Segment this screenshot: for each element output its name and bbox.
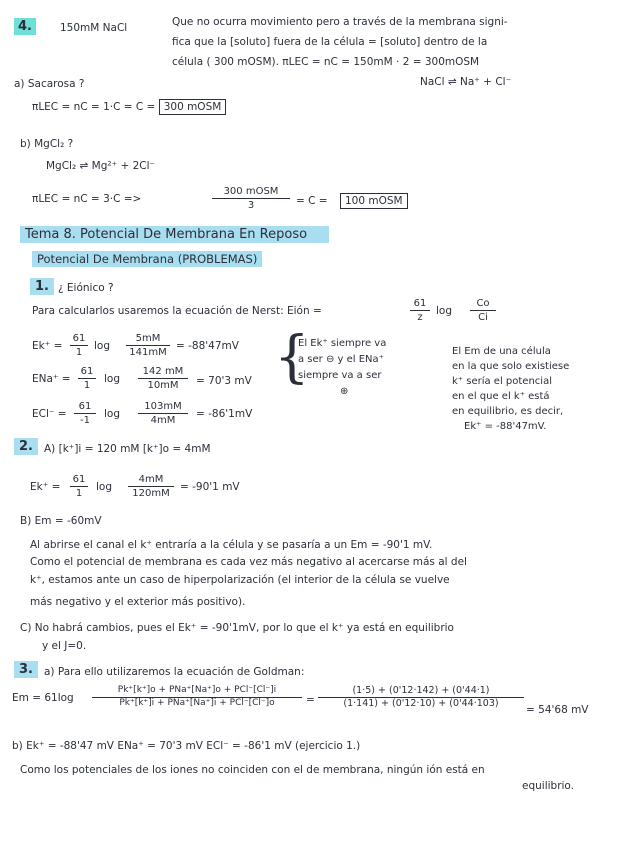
p1-ek-coef-num: 61 — [70, 333, 88, 346]
q4-intro-line-1: Que no ocurra movimiento pero a través de la membrana signi- — [172, 16, 508, 28]
p2-b-text-3: k⁺, estamos ante un caso de hiperpolarización (el interior de la célula se vuelve — [30, 574, 450, 586]
p3-a-intro: a) Para ello utilizaremos la ecuación de Goldman: — [44, 666, 305, 678]
p2-a-label: Ek⁺ = — [30, 481, 61, 493]
q4-b-result: 100 mOSM — [340, 193, 408, 209]
p3-em-label: Em = 61log — [12, 692, 74, 704]
p1-note-mid-1: El Ek⁺ siempre va — [298, 338, 387, 349]
p2-a-den: 120mM — [132, 488, 170, 499]
q4-intro-line-3: célula ( 300 mOSM). πLEC = nC = 150mM · 2 = 300mOSM — [172, 56, 480, 68]
p1-ena-den: 10mM — [147, 380, 179, 391]
p1-ek-log: log — [94, 340, 111, 352]
p1-ecl-num: 103mM — [138, 401, 188, 414]
p2-a-log: log — [96, 481, 113, 493]
p2-a-ratio — [128, 474, 174, 499]
p2-b-equation: B) Em = -60mV — [20, 515, 102, 527]
q4-b-frac-num: 300 mOSM — [212, 186, 290, 199]
p2-b-text-1: Al abrirse el canal el k⁺ entraría a la célula y se pasaría a un Em = -90'1 mV. — [30, 539, 433, 551]
q4-b-label: b) MgCl₂ ? — [20, 138, 74, 150]
q4-number: 4. — [14, 18, 36, 35]
p3-result: = 54'68 mV — [526, 704, 589, 716]
p1-ek-coef — [70, 333, 88, 358]
p1-note-right-1: El Em de una célula — [452, 346, 551, 357]
p2-b-text-2: Como el potencial de membrana es cada vez más negativo al acercarse más al del — [30, 556, 467, 568]
q4-dissociation: NaCl ⇌ Na⁺ + Cl⁻ — [420, 76, 512, 88]
p1-note-mid-4: ⊕ — [340, 386, 349, 397]
p2-a-result: = -90'1 mV — [180, 481, 240, 493]
p2-a-concentrations: A) [k⁺]i = 120 mM [k⁺]o = 4mM — [44, 443, 211, 455]
p1-number: 1. — [30, 278, 54, 295]
p2-number: 2. — [14, 438, 38, 455]
p3-goldman-fraction — [92, 686, 302, 709]
p3-equals: = — [306, 694, 315, 706]
p1-ena-result: = 70'3 mV — [196, 375, 252, 387]
p2-b-text-4: más negativo y el exterior más positivo). — [30, 596, 246, 608]
tema-subtitle: Potencial De Membrana (PROBLEMAS) — [32, 251, 262, 267]
p1-nerst-den: Ci — [478, 312, 488, 323]
p3-b-equation: b) Ek⁺ = -88'47 mV ENa⁺ = 70'3 mV ECl⁻ = -86'1 mV (ejercicio 1.) — [12, 740, 361, 752]
p2-a-coef — [70, 474, 88, 499]
q4-b-equation: πLEC = nC = 3·C => — [32, 193, 142, 205]
p2-c-text-2: y el J=0. — [42, 640, 87, 652]
p3-number: 3. — [14, 661, 38, 678]
p3-goldman-den: Pk⁺[k⁺]i + PNa⁺[Na⁺]i + PCl⁻[Cl⁻]o — [119, 697, 275, 708]
p1-note-right-2: en la que solo existiese — [452, 361, 570, 372]
p1-note-right-5: en equilibrio, es decir, — [452, 406, 564, 417]
p1-note-right-4: en el que el k⁺ está — [452, 391, 550, 402]
p3-values-num: (1·5) + (0'12·142) + (0'44·1) — [318, 686, 524, 698]
p1-ecl-ratio — [138, 401, 188, 426]
p3-b-text-1: Como los potenciales de los iones no coinciden con el de membrana, ningún ión está en — [20, 764, 485, 776]
q4-concentration: 150mM NaCl — [60, 22, 128, 34]
p1-ena-coef — [78, 366, 96, 391]
p1-note-mid-2: a ser ⊖ y el ENa⁺ — [298, 354, 384, 365]
p1-ek-num: 5mM — [126, 333, 170, 346]
brace-glyph: { — [274, 325, 310, 390]
p1-ek-coef-den: 1 — [75, 347, 83, 358]
p1-ecl-coef-den: -1 — [80, 415, 90, 426]
p1-ecl-log: log — [104, 408, 121, 420]
q4-a-result: 300 mOSM — [159, 99, 227, 115]
q4-b-frac-den: 3 — [247, 200, 255, 211]
p1-nerst-coef-num: 61 — [410, 298, 430, 311]
p2-a-coef-den: 1 — [75, 488, 83, 499]
p1-nerst-log: log — [436, 305, 453, 317]
p1-note-mid-3: siempre va a ser — [298, 370, 382, 381]
p1-ena-coef-den: 1 — [83, 380, 91, 391]
p1-ecl-den: 4mM — [150, 415, 176, 426]
q4-intro-line-2: fica que la [soluto] fuera de la célula = [soluto] dentro de la — [172, 36, 488, 48]
q4-a-label: a) Sacarosa ? — [14, 78, 85, 90]
q4-b-eq2: = C = — [296, 195, 328, 207]
p3-goldman-num: Pk⁺[k⁺]o + PNa⁺[Na⁺]o + PCl⁻[Cl⁻]i — [92, 686, 302, 698]
p1-ena-label: ENa⁺ = — [32, 373, 71, 385]
q4-b-fraction — [212, 186, 290, 211]
p2-a-num: 4mM — [128, 474, 174, 487]
p1-ecl-coef-num: 61 — [74, 401, 96, 414]
p1-nerst-num: Co — [470, 298, 496, 311]
p1-ena-coef-num: 61 — [78, 366, 96, 379]
p1-ecl-coef — [74, 401, 96, 426]
p1-ek-den: 141mM — [129, 347, 167, 358]
p1-ena-num: 142 mM — [138, 366, 188, 379]
p1-nerst-ratio — [470, 298, 496, 323]
tema-title: Tema 8. Potencial De Membrana En Reposo — [20, 226, 329, 243]
q4-b-dissociation: MgCl₂ ⇌ Mg²⁺ + 2Cl⁻ — [46, 160, 156, 172]
p1-nerst-coef — [410, 298, 430, 323]
p3-values-den: (1·141) + (0'12·10) + (0'44·103) — [343, 698, 499, 710]
p1-ena-log: log — [104, 373, 121, 385]
p1-nerst-coef-den: z — [417, 312, 423, 323]
p1-intro: Para calcularlos usaremos la ecuación de Nerst: Eión = — [32, 305, 322, 317]
p1-question: ¿ Eiónico ? — [58, 282, 114, 294]
p3-values-fraction — [318, 686, 524, 710]
q4-a-equation — [32, 101, 226, 113]
p2-c-text-1: C) No habrá cambios, pues el Ek⁺ = -90'1mV, por lo que el k⁺ ya está en equilibrio — [20, 622, 454, 634]
p1-ena-ratio — [138, 366, 188, 391]
p2-a-coef-num: 61 — [70, 474, 88, 487]
p1-ek-result: = -88'47mV — [176, 340, 239, 352]
p3-b-text-2: equilibrio. — [522, 780, 575, 792]
p1-ek-label: Ek⁺ = — [32, 340, 63, 352]
p1-ecl-result: = -86'1mV — [196, 408, 253, 420]
p1-note-right-3: k⁺ sería el potencial — [452, 376, 552, 387]
p1-ecl-label: ECl⁻ = — [32, 408, 67, 420]
p1-note-right-6: Ek⁺ = -88'47mV. — [464, 421, 547, 432]
p1-ek-ratio — [126, 333, 170, 358]
q4-a-eq-text: πLEC = nC = 1·C = C = — [32, 101, 159, 113]
